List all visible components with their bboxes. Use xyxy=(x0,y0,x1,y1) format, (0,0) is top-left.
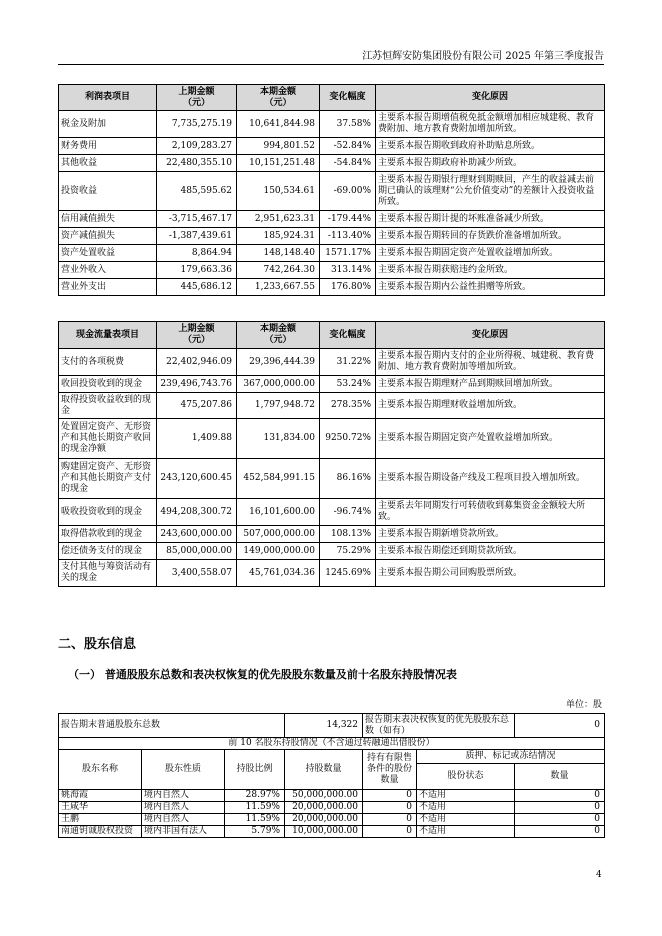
change-cell: 1245.69% xyxy=(320,560,376,587)
holder-name: 王咸华 xyxy=(59,802,142,814)
holder-ratio: 28.97% xyxy=(225,790,285,802)
header-title: 江苏恒辉安防集团股份有限公司 2025 年第三季度报告 xyxy=(362,51,604,62)
total-holders-label: 报告期末普通股股东总数 xyxy=(59,714,285,738)
item-cell: 资产减值损失 xyxy=(59,228,157,245)
column-header: 现金流量表项目 xyxy=(59,322,157,349)
holder-status: 不适用 xyxy=(417,790,515,802)
current-amount-cell: 10,151,251.48 xyxy=(237,155,320,172)
holder-restricted: 0 xyxy=(363,802,417,814)
holder-nature: 境内自然人 xyxy=(142,814,225,826)
col-count: 数量 xyxy=(515,764,605,790)
total-holders-value: 14,322 xyxy=(285,714,363,738)
prior-amount-cell: 179,663.36 xyxy=(157,262,237,279)
holder-pledge-count: 0 xyxy=(515,802,605,814)
holder-name: 南通钥诚股权投资 xyxy=(59,826,142,838)
holder-qty: 20,000,000.00 xyxy=(285,802,363,814)
table-row xyxy=(59,376,605,393)
item-cell: 税金及附加 xyxy=(59,111,157,138)
unit-label: 单位：股 xyxy=(565,700,602,710)
col-nature: 股东性质 xyxy=(142,750,225,790)
column-header: 利润表项目 xyxy=(59,85,157,111)
item-cell: 财务费用 xyxy=(59,138,157,155)
item-cell: 取得投资收益收到的现金 xyxy=(59,393,157,419)
change-cell: -69.00% xyxy=(320,172,376,211)
table-row xyxy=(59,279,605,296)
current-amount-cell: 185,924.31 xyxy=(237,228,320,245)
item-cell: 其他收益 xyxy=(59,155,157,172)
current-amount-cell: 1,797,948.72 xyxy=(237,393,320,419)
prior-amount-cell: 475,207.86 xyxy=(157,393,237,419)
holder-name: 王鹏 xyxy=(59,814,142,826)
col-name: 股东名称 xyxy=(59,750,142,790)
holder-nature: 境内自然人 xyxy=(142,790,225,802)
holder-pledge-count: 0 xyxy=(515,814,605,826)
table-row xyxy=(59,245,605,262)
table-row xyxy=(59,543,605,560)
table-row xyxy=(59,228,605,245)
reason-cell: 主要系本报告期获赔违约金所致。 xyxy=(376,262,605,279)
current-amount-cell: 148,148.40 xyxy=(237,245,320,262)
reason-cell: 主要系本报告期新增贷款所致。 xyxy=(376,526,605,543)
col-restricted: 持有有限售条件的股份数量 xyxy=(363,750,417,790)
item-cell: 偿还债务支付的现金 xyxy=(59,543,157,560)
prior-amount-cell: 445,686.12 xyxy=(157,279,237,296)
prior-amount-cell: 2,109,283.27 xyxy=(157,138,237,155)
column-header: 上期金额 （元） xyxy=(157,85,237,111)
reason-cell: 主要系去年同期发行可转债收到募集资金金额较大所致。 xyxy=(376,499,605,526)
table-row xyxy=(59,211,605,228)
holder-qty: 20,000,000.00 xyxy=(285,814,363,826)
prior-amount-cell: 85,000,000.00 xyxy=(157,543,237,560)
table-row xyxy=(59,560,605,587)
column-header: 本期金额 （元） xyxy=(237,85,320,111)
current-amount-cell: 367,000,000.00 xyxy=(237,376,320,393)
holder-pledge-count: 0 xyxy=(515,826,605,838)
reason-cell: 主要系本报告期设备产线及工程项目投入增加所致。 xyxy=(376,459,605,499)
holder-status: 不适用 xyxy=(417,826,515,838)
item-cell: 投资收益 xyxy=(59,172,157,211)
reason-cell: 主要系本报告期增值税免抵金额增加相应城建税、教育费附加、地方教育费附加增加所致。 xyxy=(376,111,605,138)
change-cell: -96.74% xyxy=(320,499,376,526)
col-ratio: 持股比例 xyxy=(225,750,285,790)
reason-cell: 主要系本报告期计提的坏账准备减少所致。 xyxy=(376,211,605,228)
pref-holders-label: 报告期末表决权恢复的优先股股东总数（如有） xyxy=(363,714,515,738)
table-row xyxy=(59,459,605,499)
prior-amount-cell: 8,864.94 xyxy=(157,245,237,262)
item-cell: 购建固定资产、无形资产和其他长期资产支付的现金 xyxy=(59,459,157,499)
column-header: 变化原因 xyxy=(376,85,605,111)
table-row xyxy=(59,155,605,172)
change-cell: 75.29% xyxy=(320,543,376,560)
item-cell: 营业外支出 xyxy=(59,279,157,296)
prior-amount-cell: 485,595.62 xyxy=(157,172,237,211)
item-cell: 吸收投资收到的现金 xyxy=(59,499,157,526)
prior-amount-cell: 243,600,000.00 xyxy=(157,526,237,543)
prior-amount-cell: 7,735,275.19 xyxy=(157,111,237,138)
holder-ratio: 5.79% xyxy=(225,826,285,838)
current-amount-cell: 45,761,034.36 xyxy=(237,560,320,587)
current-amount-cell: 2,951,623.31 xyxy=(237,211,320,228)
section-subtitle: （一） 普通股股东总数和表决权恢复的优先股股东数量及前十名股东持股情况表 xyxy=(68,668,457,681)
column-header: 变化原因 xyxy=(376,322,605,349)
header-row xyxy=(59,322,605,349)
reason-cell: 主要系本报告期银行理财到期赎回，产生的收益减去前期已确认的该理财“公允价值变动”的差额计入投资收益所致。 xyxy=(376,172,605,211)
table-row xyxy=(59,499,605,526)
change-cell: 37.58% xyxy=(320,111,376,138)
pref-holders-value: 0 xyxy=(515,714,605,738)
change-cell: -179.44% xyxy=(320,211,376,228)
header-row xyxy=(59,85,605,111)
prior-amount-cell: 22,402,946.09 xyxy=(157,349,237,376)
prior-amount-cell: -1,387,439.61 xyxy=(157,228,237,245)
current-amount-cell: 16,101,600.00 xyxy=(237,499,320,526)
table-row xyxy=(59,262,605,279)
current-amount-cell: 29,396,444.39 xyxy=(237,349,320,376)
item-cell: 信用减值损失 xyxy=(59,211,157,228)
holder-qty: 50,000,000.00 xyxy=(285,790,363,802)
prior-amount-cell: -3,715,467.17 xyxy=(157,211,237,228)
table-row xyxy=(59,393,605,419)
change-cell: -113.40% xyxy=(320,228,376,245)
reason-cell: 主要系本报告期理财产品到期赎回增加所致。 xyxy=(376,376,605,393)
holder-restricted: 0 xyxy=(363,814,417,826)
profit-table xyxy=(58,84,605,296)
change-cell: 86.16% xyxy=(320,459,376,499)
table-row xyxy=(59,826,605,838)
holder-ratio: 11.59% xyxy=(225,802,285,814)
change-cell: -54.84% xyxy=(320,155,376,172)
table-row xyxy=(59,172,605,211)
current-amount-cell: 507,000,000.00 xyxy=(237,526,320,543)
page-header xyxy=(58,44,604,65)
table-row xyxy=(59,419,605,459)
change-cell: 31.22% xyxy=(320,349,376,376)
table-row xyxy=(59,526,605,543)
holder-restricted: 0 xyxy=(363,790,417,802)
current-amount-cell: 452,584,991.15 xyxy=(237,459,320,499)
holder-status: 不适用 xyxy=(417,814,515,826)
holder-pledge-count: 0 xyxy=(515,790,605,802)
reason-cell: 主要系本报告期固定资产处置收益增加所致。 xyxy=(376,245,605,262)
prior-amount-cell: 243,120,600.45 xyxy=(157,459,237,499)
change-cell: 9250.72% xyxy=(320,419,376,459)
col-qty: 持股数量 xyxy=(285,750,363,790)
reason-cell: 主要系本报告期内公益性捐赠等所致。 xyxy=(376,279,605,296)
reason-cell: 主要系本报告期偿还到期贷款所致。 xyxy=(376,543,605,560)
item-cell: 取得借款收到的现金 xyxy=(59,526,157,543)
item-cell: 资产处置收益 xyxy=(59,245,157,262)
change-cell: 176.80% xyxy=(320,279,376,296)
current-amount-cell: 742,264.30 xyxy=(237,262,320,279)
current-amount-cell: 994,801.52 xyxy=(237,138,320,155)
shareholder-table xyxy=(58,713,605,838)
holder-nature: 境内自然人 xyxy=(142,802,225,814)
col-status: 股份状态 xyxy=(417,764,515,790)
cash-flow-table xyxy=(58,321,605,587)
column-header: 本期金额 （元） xyxy=(237,322,320,349)
table-row xyxy=(59,790,605,802)
change-cell: 1571.17% xyxy=(320,245,376,262)
item-cell: 收回投资收到的现金 xyxy=(59,376,157,393)
table-row xyxy=(59,138,605,155)
reason-cell: 主要系本报告期理财收益增加所致。 xyxy=(376,393,605,419)
reason-cell: 主要系本报告期公司回购股票所致。 xyxy=(376,560,605,587)
change-cell: 278.35% xyxy=(320,393,376,419)
change-cell: 313.14% xyxy=(320,262,376,279)
prior-amount-cell: 494,208,300.72 xyxy=(157,499,237,526)
item-cell: 支付其他与筹资活动有关的现金 xyxy=(59,560,157,587)
current-amount-cell: 10,641,844.98 xyxy=(237,111,320,138)
prior-amount-cell: 1,409.88 xyxy=(157,419,237,459)
current-amount-cell: 131,834.00 xyxy=(237,419,320,459)
reason-cell: 主要系本报告期转回的存货跌价准备增加所致。 xyxy=(376,228,605,245)
page-number: 4 xyxy=(596,870,602,880)
change-cell: 108.13% xyxy=(320,526,376,543)
prior-amount-cell: 3,400,558.07 xyxy=(157,560,237,587)
prior-amount-cell: 22,480,355.10 xyxy=(157,155,237,172)
change-cell: 53.24% xyxy=(320,376,376,393)
top10-label: 前 10 名股东持股情况（不含通过转融通出借股份） xyxy=(59,738,605,750)
table-row xyxy=(59,349,605,376)
table-row xyxy=(59,111,605,138)
item-cell: 支付的各项税费 xyxy=(59,349,157,376)
col-pledge: 质押、标记或冻结情况 xyxy=(417,750,605,764)
current-amount-cell: 150,534.61 xyxy=(237,172,320,211)
table-row xyxy=(59,814,605,826)
current-amount-cell: 1,233,667.55 xyxy=(237,279,320,296)
item-cell: 营业外收入 xyxy=(59,262,157,279)
reason-cell: 主要系本报告期内支付的企业所得税、城建税、教育费附加、地方教育费附加等增加所致。 xyxy=(376,349,605,376)
section-title: 二、股东信息 xyxy=(58,637,137,652)
prior-amount-cell: 239,496,743.76 xyxy=(157,376,237,393)
column-header: 变化幅度 xyxy=(320,322,376,349)
holder-nature: 境内非国有法人 xyxy=(142,826,225,838)
column-header: 变化幅度 xyxy=(320,85,376,111)
reason-cell: 主要系本报告期收到政府补助贴息所致。 xyxy=(376,138,605,155)
holder-name: 姚海霞 xyxy=(59,790,142,802)
holder-status: 不适用 xyxy=(417,802,515,814)
column-header: 上期金额 （元） xyxy=(157,322,237,349)
holder-restricted: 0 xyxy=(363,826,417,838)
item-cell: 处置固定资产、无形资产和其他长期资产收回的现金净额 xyxy=(59,419,157,459)
reason-cell: 主要系本报告期政府补助减少所致。 xyxy=(376,155,605,172)
current-amount-cell: 149,000,000.00 xyxy=(237,543,320,560)
holder-qty: 10,000,000.00 xyxy=(285,826,363,838)
change-cell: -52.84% xyxy=(320,138,376,155)
holder-ratio: 11.59% xyxy=(225,814,285,826)
reason-cell: 主要系本报告期固定资产处置收益增加所致。 xyxy=(376,419,605,459)
table-row xyxy=(59,802,605,814)
